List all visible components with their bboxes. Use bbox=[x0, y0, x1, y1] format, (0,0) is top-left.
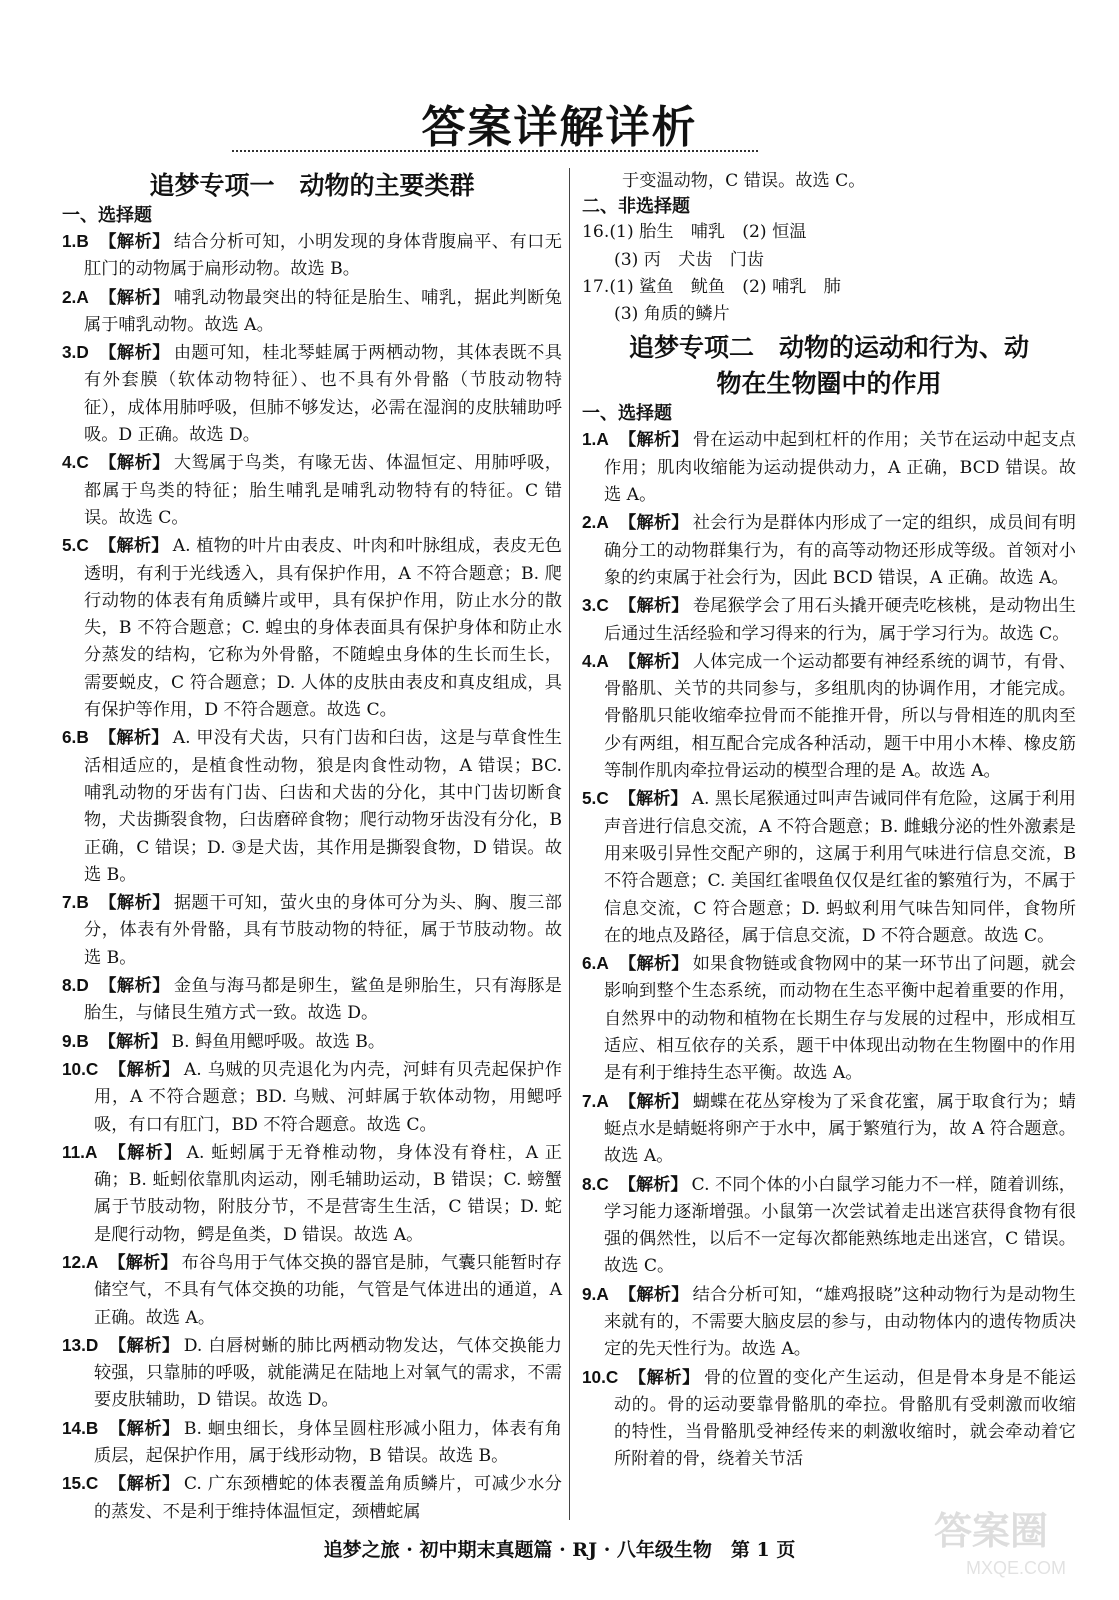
answer-item bbox=[582, 1171, 1076, 1281]
analysis-text: A. 植物的叶片由表皮、叶肉和叶脉组成，表皮无色透明，有利于光线透入，具有保护作用，A 不符合题意；B. 爬行动物的体表有角质鳞片或甲，具有保护作用，防止水分的散失，B 不符合题意；C. 蝗虫的身体表面具有保护身体和防止水分蒸发的结构，它称为外骨骼，不随蝗虫身体的生长而生长，需要蜕皮，C 符合题意；D. 人体的皮肤由表皮和真皮组成，具有保护等作用，D 不符合题意。故选 C。 bbox=[84, 536, 562, 721]
answer-item bbox=[582, 426, 1076, 509]
answer-16-line2: (3) 丙 犬齿 门齿 bbox=[614, 249, 765, 270]
subsection-choice-2: 一、选择题 bbox=[582, 403, 672, 425]
answer-choice: D bbox=[76, 342, 89, 363]
answer-choice: C bbox=[76, 452, 89, 473]
answer-number: 8. bbox=[582, 1173, 597, 1194]
answer-item bbox=[62, 1470, 562, 1526]
analysis-tag: 【解析】 bbox=[618, 1091, 689, 1112]
answer-choice: B bbox=[76, 727, 89, 748]
analysis-text: 布谷鸟用于气体交换的器官是肺，气囊只能暂时存储空气，不具有气体交换的功能，气管是气体进出的通道，A 正确。故选 A。 bbox=[94, 1252, 562, 1328]
analysis-tag: 【解析】 bbox=[108, 1335, 180, 1356]
right-column bbox=[582, 168, 1076, 1474]
answer-17-number: 17. bbox=[582, 276, 610, 297]
analysis-text: C. 广东颈槽蛇的体表覆盖角质鳞片，可减少水分的蒸发、不是利于维持体温恒定，颈槽蛇属 bbox=[94, 1474, 562, 1522]
page-title: 答案详解详析 bbox=[421, 102, 698, 153]
answer-number: 14. bbox=[62, 1417, 86, 1438]
answer-item bbox=[582, 950, 1076, 1087]
section-title-2-line2: 物在生物圈中的作用 bbox=[716, 369, 942, 399]
analysis-text: 社会行为是群体内形成了一定的组织，成员间有明确分工的动物群集行为，有的高等动物还形成等级。首领对小象的约束属于社会行为，因此 BCD 错误，A 正确。故选 A。 bbox=[604, 513, 1076, 588]
answer-number: 13. bbox=[62, 1334, 86, 1355]
analysis-tag: 【解析】 bbox=[98, 343, 170, 364]
analysis-text: 卷尾猴学会了用石头撬开硬壳吃核桃，是动物出生后通过生活经验和学习得来的行为，属于学习行为。故选 C。 bbox=[604, 596, 1076, 644]
analysis-tag: 【解析】 bbox=[98, 893, 170, 914]
answer-choice: A bbox=[85, 1251, 99, 1272]
analysis-tag: 【解析】 bbox=[98, 232, 170, 252]
answer-choice: C bbox=[85, 1473, 99, 1494]
analysis-text: 骨在运动中起到杠杆的作用；关节在运动中起支点作用；肌肉收缩能为运动提供动力，A 正确，BCD 错误。故选 A。 bbox=[604, 430, 1076, 506]
answer-item bbox=[62, 284, 562, 340]
answer-16-line1: (1) 胎生 哺乳 (2) 恒温 bbox=[609, 222, 807, 243]
watermark-logo bbox=[926, 1500, 1102, 1582]
answer-17 bbox=[582, 274, 1076, 329]
answer-number: 3. bbox=[582, 595, 597, 616]
analysis-text: B. 鲟鱼用鳃呼吸。故选 B。 bbox=[171, 1031, 386, 1052]
analysis-text: C. 不同个体的小白鼠学习能力不一样，随着训练，学习能力逐渐增强。小鼠第一次尝试着走出迷宫获得食物有很强的偶然性，以后不一定每次都能熟练地走出迷宫，C 错误。故选 C。 bbox=[604, 1174, 1076, 1277]
analysis-text: 大鸳属于鸟类，有喙无齿、体温恒定、用肺呼吸，都属于鸟类的特征；胎生哺乳是哺乳动物特有的特征。C 错误。故选 C。 bbox=[84, 453, 562, 528]
answer-15-continued: 于变温动物，C 错误。故选 C。 bbox=[622, 171, 866, 191]
answer-choice: D bbox=[85, 1334, 99, 1355]
answer-number: 2. bbox=[582, 512, 597, 533]
watermark-url: MXQE.COM bbox=[966, 1558, 1067, 1578]
analysis-tag: 【解析】 bbox=[108, 1474, 180, 1495]
answer-choice: A bbox=[596, 1090, 609, 1111]
section-title-2 bbox=[582, 330, 1076, 402]
analysis-tag: 【解析】 bbox=[98, 1031, 168, 1052]
answer-choice: B bbox=[76, 231, 89, 251]
answer-number: 1. bbox=[62, 231, 77, 251]
answer-item bbox=[62, 339, 562, 449]
answer-number: 5. bbox=[62, 535, 77, 556]
analysis-text: 蝴蝶在花丛穿梭为了采食花蜜，属于取食行为；蜻蜓点水是蜻蜓将卵产于水中，属于繁殖行为，故 A 符合题意。故选 A。 bbox=[604, 1091, 1076, 1167]
answer-choice: C bbox=[596, 595, 609, 616]
answer-number: 10. bbox=[582, 1366, 606, 1387]
analysis-text: A. 黑长尾猴通过叫声告诫同伴有危险，这属于利用声音进行信息交流，A 不符合题意；B. 雌蛾分泌的性外激素是用来吸引异性交配产卵的，这属于利用气味进行信息交流，B 不符合题意；C. 美国红雀喂鱼仅仅是红雀的繁殖行为，不属于信息交流，C 符合题意；D. 蚂蚁利用气味告知同伴，食物所在的地点及路径，属于信息交流，D 不符合题意。故选 C。 bbox=[604, 789, 1076, 946]
answer-item bbox=[62, 1056, 562, 1139]
analysis-tag: 【解析】 bbox=[107, 1142, 183, 1163]
answer-16-number: 16. bbox=[582, 222, 610, 243]
answer-number: 7. bbox=[62, 892, 77, 913]
answer-item bbox=[62, 972, 562, 1028]
answer-number: 9. bbox=[582, 1283, 597, 1304]
answer-item bbox=[582, 1364, 1076, 1474]
answer-number: 6. bbox=[62, 727, 77, 748]
answer-item bbox=[582, 509, 1076, 592]
answer-item bbox=[582, 785, 1076, 950]
analysis-text: 金鱼与海马都是卵生，鲨鱼是卵胎生，只有海豚是胎生，与储艮生殖方式一致。故选 D。 bbox=[84, 976, 562, 1024]
analysis-text: 哺乳动物最突出的特征是胎生、哺乳，据此判断兔属于哺乳动物。故选 A。 bbox=[84, 287, 562, 335]
answer-choice: A bbox=[596, 953, 609, 974]
answer-choice: C bbox=[85, 1058, 99, 1079]
subsection-nonchoice: 二、非选择题 bbox=[582, 196, 690, 218]
answer-choice: A bbox=[76, 286, 89, 307]
analysis-tag: 【解析】 bbox=[98, 728, 169, 749]
answer-choice: C bbox=[605, 1366, 619, 1387]
analysis-text: 由题可知，桂北琴蛙属于两栖动物，其体表既不具有外套膜（软体动物特征）、也不具有外骨骼（节肢动物特征），成体用肺呼吸，但肺不够发达，必需在湿润的皮肤辅助呼吸。D 正确。故选 D。 bbox=[84, 343, 562, 446]
answer-number: 5. bbox=[582, 788, 597, 809]
left-column bbox=[62, 168, 562, 1526]
analysis-tag: 【解析】 bbox=[618, 513, 689, 534]
answer-number: 3. bbox=[62, 342, 77, 363]
section-title-2-line1: 追梦专项二 动物的运动和行为、动 bbox=[628, 333, 1029, 363]
title-divider bbox=[232, 150, 758, 152]
answer-item bbox=[62, 449, 562, 532]
answer-choice: A bbox=[596, 429, 609, 450]
answer-choice: A bbox=[596, 1283, 609, 1304]
analysis-tag: 【解析】 bbox=[108, 1252, 178, 1273]
analysis-text: 骨的位置的变化产生运动，但是骨本身是不能运动的。骨的运动要靠骨骼肌的牵拉。骨骼肌有受刺激而收缩的特性，当骨骼肌受神经传来的刺激收缩时，就会牵动着它所附着的骨，绕着关节活 bbox=[614, 1367, 1076, 1470]
analysis-text: 据题干可知，萤火虫的身体可分为头、胸、腹三部分，体表有外骨骼，具有节肢动物的特征，属于节肢动物。故选 B。 bbox=[84, 893, 562, 968]
analysis-tag: 【解析】 bbox=[628, 1367, 700, 1388]
analysis-tag: 【解析】 bbox=[98, 976, 170, 997]
analysis-text: 如果食物链或食物网中的某一环节出了问题，就会影响到整个生态系统，而动物在生态平衡中起着重要的作用，自然界中的动物和植物在长期生存与发展的过程中，形成相互适应、相互依存的关系，题干中体现出动物在生物圈中的作用是有利于维持生态平衡。故选 A。 bbox=[604, 954, 1076, 1084]
answer-number: 11. bbox=[62, 1141, 85, 1162]
answer-item bbox=[62, 724, 562, 889]
analysis-tag: 【解析】 bbox=[618, 430, 689, 451]
answer-item bbox=[62, 1249, 562, 1332]
analysis-tag: 【解析】 bbox=[108, 1418, 180, 1439]
answer-choice: B bbox=[76, 1030, 89, 1051]
answer-number: 4. bbox=[62, 452, 77, 473]
answer-item bbox=[62, 228, 562, 284]
answer-choice: C bbox=[76, 535, 89, 556]
answer-number: 6. bbox=[582, 953, 597, 974]
analysis-tag: 【解析】 bbox=[618, 596, 689, 617]
answer-item bbox=[62, 532, 562, 724]
answer-number: 7. bbox=[582, 1090, 597, 1111]
page-footer: 追梦之旅 · 初中期末真题篇 · RJ · 八年级生物 第 1 页 bbox=[323, 1539, 796, 1561]
answer-17-line2: (3) 角质的鳞片 bbox=[614, 304, 730, 325]
answer-number: 2. bbox=[62, 286, 77, 307]
answer-choice: A bbox=[84, 1141, 98, 1162]
analysis-tag: 【解析】 bbox=[618, 651, 689, 672]
analysis-tag: 【解析】 bbox=[618, 1174, 688, 1195]
analysis-text: 结合分析可知，“雄鸡报晓”这种动物行为是动物生来就有的，不需要大脑皮层的参与，由动物体内的遗传物质决定的先天性行为。故选 A。 bbox=[604, 1284, 1076, 1360]
analysis-tag: 【解析】 bbox=[98, 536, 169, 557]
answer-choice: B bbox=[85, 1417, 99, 1438]
answer-number: 12. bbox=[62, 1251, 86, 1272]
answer-item bbox=[62, 889, 562, 972]
answer-choice: A bbox=[596, 512, 609, 533]
answer-item bbox=[582, 1088, 1076, 1171]
analysis-text: B. 蛔虫细长，身体呈圆柱形减小阻力，体表有角质层，起保护作用，属于线形动物，B 错误。故选 B。 bbox=[94, 1418, 562, 1467]
answer-choice: A bbox=[596, 650, 609, 671]
answer-item bbox=[582, 592, 1076, 648]
answer-number: 4. bbox=[582, 650, 597, 671]
analysis-tag: 【解析】 bbox=[618, 1284, 689, 1305]
analysis-tag: 【解析】 bbox=[98, 287, 170, 308]
answer-number: 8. bbox=[62, 975, 77, 996]
left-answer-list bbox=[62, 228, 562, 1526]
analysis-text: D. 白唇树蜥的肺比两栖动物发达，气体交换能力较强，只靠肺的呼吸，就能满足在陆地上对氧气的需求，不需要皮肤辅助，D 错误。故选 D。 bbox=[94, 1335, 562, 1411]
answer-16 bbox=[582, 219, 1076, 274]
column-divider bbox=[569, 168, 570, 1520]
answer-choice: D bbox=[76, 975, 89, 996]
analysis-tag: 【解析】 bbox=[108, 1059, 180, 1080]
section-title-1: 追梦专项一 动物的主要类群 bbox=[149, 171, 475, 200]
subsection-choice-1: 一、选择题 bbox=[62, 205, 152, 226]
answer-item bbox=[582, 1281, 1076, 1364]
answer-item bbox=[582, 648, 1076, 785]
answer-17-line1: (1) 鲨鱼 鱿鱼 (2) 哺乳 肺 bbox=[609, 276, 841, 297]
analysis-text: 人体完成一个运动都要有神经系统的调节，有骨、骨骼肌、关节的共同参与，多组肌肉的协调作用，才能完成。骨骼肌只能收缩牵拉骨而不能推开骨，所以与骨相连的肌肉至少有两组，相互配合完成各种活动，题干中用小木棒、橡皮筋等制作肌肉牵拉骨运动的模型合理的是 A。故选 A。 bbox=[604, 651, 1076, 782]
analysis-tag: 【解析】 bbox=[98, 453, 170, 474]
answer-number: 9. bbox=[62, 1030, 77, 1051]
answer-choice: C bbox=[596, 1173, 609, 1194]
analysis-text: A. 乌贼的贝壳退化为内壳，河蚌有贝壳起保护作用，A 不符合题意；BD. 乌贼、河蚌属于软体动物，用鳃呼吸，有口有肛门，BD 不符合题意。故选 C。 bbox=[94, 1059, 562, 1135]
analysis-text: 结合分析可知，小明发现的身体背腹扁平、有口无肛门的动物属于扁形动物。故选 B。 bbox=[84, 232, 562, 280]
answer-number: 15. bbox=[62, 1473, 86, 1494]
analysis-tag: 【解析】 bbox=[618, 789, 688, 810]
analysis-tag: 【解析】 bbox=[618, 954, 689, 975]
answer-number: 10. bbox=[62, 1058, 86, 1079]
answer-number: 1. bbox=[582, 429, 597, 450]
right-answer-list bbox=[582, 426, 1076, 1473]
answer-item bbox=[62, 1139, 562, 1249]
answer-item bbox=[62, 1415, 562, 1471]
answer-item bbox=[62, 1332, 562, 1415]
analysis-text: A. 甲没有犬齿，只有门齿和臼齿，这是与草食性生活相适应的，是植食性动物，狼是肉食性动物，A 错误；BC. 哺乳动物的牙齿有门齿、臼齿和犬齿的分化，其中门齿切断食物，犬齿撕裂食物，臼齿磨碎食物；爬行动物牙齿没有分化，B 正确，C 错误；D. ③是犬齿，其作用是撕裂食物，D 错误。故选 B。 bbox=[84, 728, 562, 885]
analysis-text: A. 蚯蚓属于无脊椎动物，身体没有脊柱，A 正确；B. 蚯蚓依靠肌肉运动，刚毛辅助运动，B 错误；C. 螃蟹属于节肢动物，附肢分节，不是营寄生生活，C 错误；D. 蛇是爬行动物，鳄是鱼类，D 错误。故选 A。 bbox=[94, 1142, 562, 1245]
watermark-text: 答案圈 bbox=[934, 1511, 1049, 1553]
answer-choice: C bbox=[596, 788, 609, 809]
answer-item bbox=[62, 1028, 562, 1056]
answer-choice: B bbox=[76, 892, 89, 913]
